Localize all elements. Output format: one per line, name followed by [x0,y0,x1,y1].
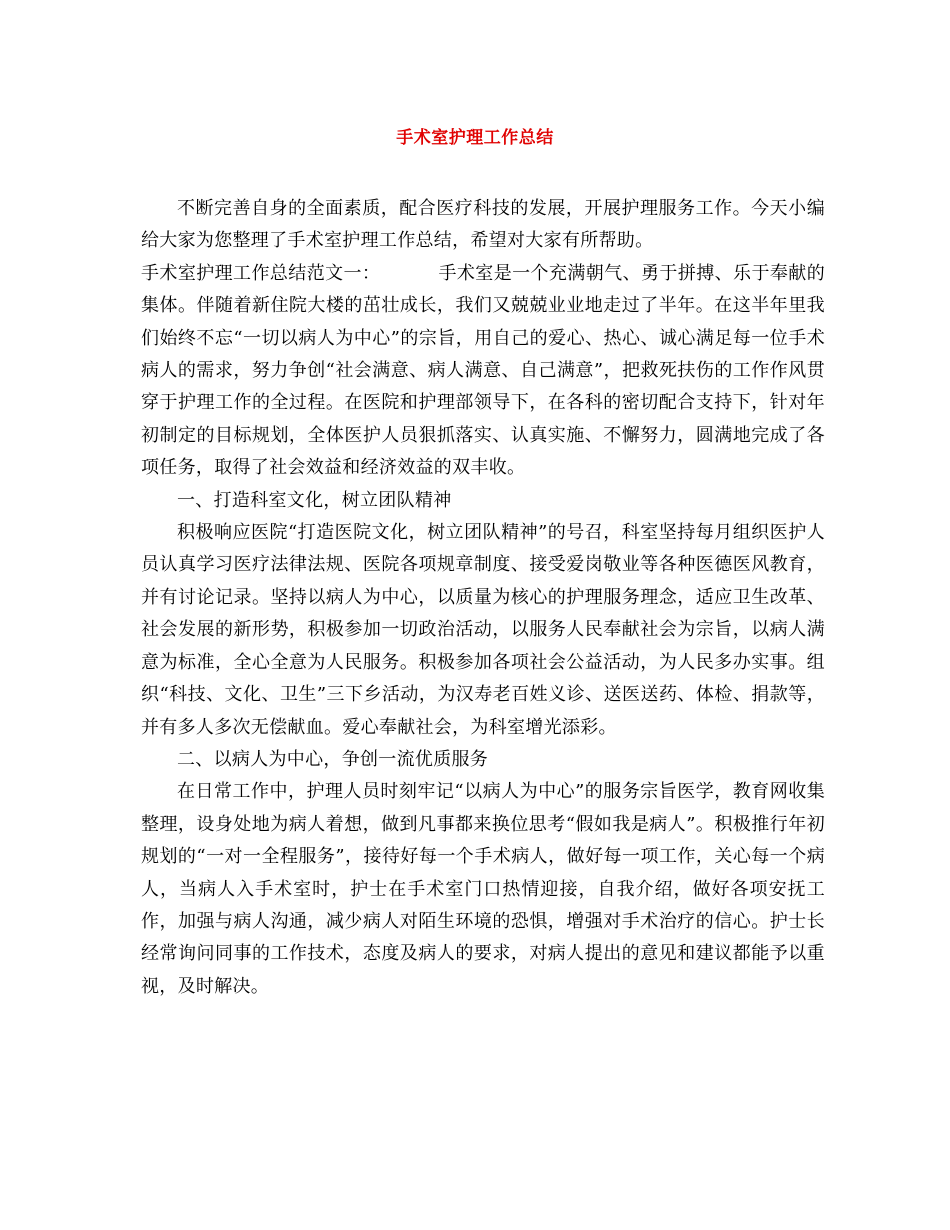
intro-paragraph: 不断完善自身的全面素质，配合医疗科技的发展，开展护理服务工作。今天小编给大家为您整理了手术室护理工作总结，希望对大家有所帮助。 [141,198,825,252]
sample-text: 手术室是一个充满朝气、勇于拼搏、乐于奉献的集体。伴随着新住院大楼的茁壮成长，我们又兢兢业业地走过了半年。在这半年里我们始终不忘“一切以病人为中心”的宗旨，用自己的爱心、热心、诚心满足每一位手术病人的需求，努力争创“社会满意、病人满意、自己满意”，把救死扶伤的工作作风贯穿于护理工作的全过程。在医院和护理部领导下，在各科的密切配合支持下，针对年初制定的目标规划，全体医护人员狠抓落实、认真实施、不懈努力，圆满地完成了各项任务，取得了社会效益和经济效益的双丰收。 [141,262,825,479]
section1-heading: 一、打造科室文化，树立团队精神 [177,489,452,511]
section2-heading: 二、以病人为中心，争创一流优质服务 [177,748,489,770]
sample-paragraph [141,258,825,485]
document-body [141,193,825,1003]
section1-paragraph: 积极响应医院“打造医院文化，树立团队精神”的号召，科室坚持每月组织医护人员认真学习医疗法律法规、医院各项规章制度、接受爱岗敬业等各种医德医风教育，并有讨论记录。坚持以病人为中心，以质量为核心的护理服务理念，适应卫生改革、社会发展的新形势，积极参加一切政治活动，以服务人民奉献社会为宗旨，以病人满意为标准，全心全意为人民服务。积极参加各项社会公益活动，为人民多办实事。组织“科技、文化、卫生”三下乡活动，为汉寿老百姓义诊、送医送药、体检、捐款等，并有多人多次无偿献血。爱心奉献社会，为科室增光添彩。 [141,522,825,738]
document-title: 手术室护理工作总结 [396,128,554,148]
section2-paragraph: 在日常工作中，护理人员时刻牢记“以病人为中心”的服务宗旨医学，教育网收集整理，设身处地为病人着想，做到凡事都来换位思考“假如我是病人”。积极推行年初规划的“一对一全程服务”，接待好每一个手术病人，做好每一项工作，关心每一个病人，当病人入手术室时，护士在手术室门口热情迎接，自我介绍，做好各项安抚工作，加强与病人沟通，减少病人对陌生环境的恐惧，增强对手术治疗的信心。护士长经常询问同事的工作技术，态度及病人的要求，对病人提出的意见和建议都能予以重视，及时解决。 [141,781,825,997]
sample-label: 手术室护理工作总结范文一： [141,262,381,284]
